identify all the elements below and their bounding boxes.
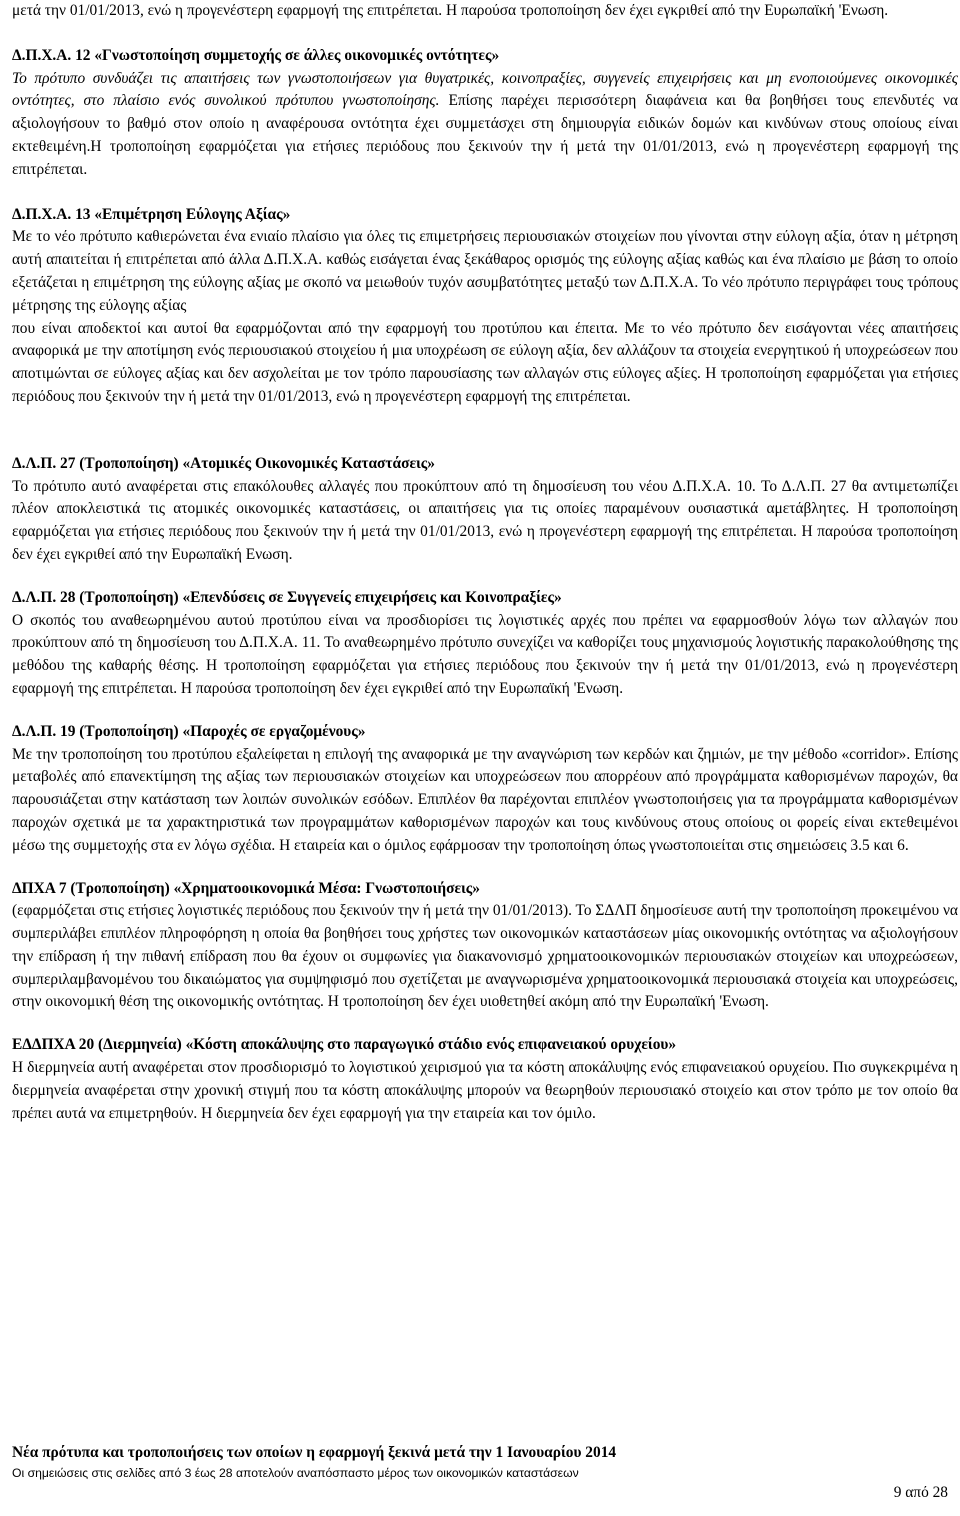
ifrs12-prefix: Δ.Π.Χ.Α. <box>12 46 72 64</box>
section-ifrs7-heading: ΔΠΧΑ 7 (Τροποποίηση) «Χρηματοοικονομικά Μέσα: Γνωστοποιήσεις» <box>12 879 480 897</box>
section-ifric20-body: Η διερμηνεία αυτή αναφέρεται στον προσδιορισμό το λογιστικού χειρισμού για τα κόστη αποκάλυψης ενός επιφανειακού ορυχείου. Πιο συγκεκριμένα η διερμηνεία αναφέρεται στην χρονική στιγμή που τα κόστη αποκάλυψης μπορούν να θεωρηθούν περιουσιακό στοιχείο και στον τρόπο με τον οποίο θα πρέπει αυτά να επιμετρηθούν. Η διερμηνεία δεν έχει εφαρμογή για την εταιρεία και τον όμιλο. <box>12 1059 958 1122</box>
section-ias19-body: Με την τροποποίηση του προτύπου εξαλείφεται η επιλογή της αναφορικά με την αναγνώριση των κερδών και ζημιών, με την μέθοδο «corridor». Επίσης μεταβολές από επανεκτίμηση της αξίας των περιουσιακών στοιχείων και υποχρεώσεων που απορρέουν από προγράμματα καθορισμένων παροχών, θα παρουσιάζεται στην κατάσταση των λοιπών συνολικών εσόδων. Επιπλέον θα παρέχονται επιπλέον γνωστοποιήσεις για τα προγράμματα καθορισμένων παροχών σχετικά με τα χαρακτηριστικά των προγραμμάτων καθορισμένων παροχών και τους κινδύνους στους οποίους οι φορείς είναι εκτεθειμένοι μέσω της συμμετοχής στα εν λόγω σχέδια. Η εταιρεία και ο όμιλος εφάρμοσαν την τροποποίηση όπως γνωστοποιείται στις σημειώσεις 3.5 και 6. <box>12 745 958 854</box>
ifrs12-body-end: Η τροποποίηση εφαρμόζεται για ετήσιες περιόδους που ξεκινούν την ή μετά την 01/01/2013, ενώ η προγενέστερη εφαρμογή της επιτρέπεται. <box>12 137 958 178</box>
ifrs13-title: 13 «Επιμέτρηση Εύλογης Αξίας» <box>75 205 291 223</box>
ifrs12-title: 12 «Γνωστοποίηση συμμετοχής σε άλλες οικονομικές οντότητες» <box>75 46 500 64</box>
section-ifrs13-body-2: που είναι αποδεκτοί και αυτοί θα εφαρμόζονται από την εφαρμογή του προτύπου και έπειτα. Με το νέο πρότυπο δεν εισάγονται νέες απαιτήσεις αναφορικά με την αποτίμηση ενός περιουσιακού στοιχείου ή μια υποχρέωση σε εύλογη αξία, δεν αλλάζουν τα στοιχεία ενεργητικού ή υποχρεώσεων που αποτιμώνται σε εύλογες αξίας και δεν ασχολείται με τον τρόπο παρουσίασης των αλλαγών στις εύλογες αξίες. Η τροποποίηση εφαρμόζεται για ετήσιες περιόδους που ξεκινούν την ή μετά την 01/01/2013, ενώ η προγενέστερη εφαρμογή της επιτρέπεται. <box>12 319 958 405</box>
section-ifrs12-body <box>12 68 958 182</box>
section-ias19-heading: Δ.Λ.Π. 19 (Τροποποίηση) «Παροχές σε εργαζομένους» <box>12 722 366 740</box>
page-number: 9 από 28 <box>893 1484 948 1501</box>
section-ifric20-heading: ΕΔΔΠΧΑ 20 (Διερμηνεία) «Κόστη αποκάλυψης στο παραγωγικό στάδιο ενός επιφανειακού ορυχείου» <box>12 1036 677 1054</box>
footer-heading: Νέα πρότυπα και τροποποιήσεις των οποίων η εφαρμογή ξεκινά μετά την 1 Ιανουαρίου 2014 <box>12 1444 617 1461</box>
intro-paragraph: μετά την 01/01/2013, ενώ η προγενέστερη εφαρμογή της επιτρέπεται. Η παρούσα τροποποίηση δεν έχει εγκριθεί από την Ευρωπαϊκή 'Ενωση. <box>12 2 889 19</box>
section-ifrs13-body-1: Με το νέο πρότυπο καθιερώνεται ένα ενιαίο πλαίσιο για όλες τις επιμετρήσεις περιουσιακών στοιχείων που γίνονται στην εύλογη αξία, όταν η μέτρηση αυτή απαιτείται ή επιτρέπεται από άλλα Δ.Π.Χ.Α. καθώς εισάγεται ένας ξεκάθαρος ορισμός της εύλογης αξίας καθώς και ένα πλαίσιο με βάση το οποίο εξετάζεται η επιμέτρηση της εύλογης αξίας με σκοπό να μειωθούν τυχόν ασυμβατότητες μεταξύ των Δ.Π.Χ.Α. Το νέο πρότυπο περιγράφει τους τρόπους μέτρησης της εύλογης αξίας <box>12 228 958 314</box>
ifrs12-body-italic: Το πρότυπο συνδυάζει τις απαιτήσεις των γνωστοποιήσεων για θυγατρικές, κοινοπραξίες, συγγενείς επιχειρήσεις και μη ενοποιούμενες οικονομικές οντότητες, στο πλαίσιο ενός συνολικού πρότυπου γνωστοποίησης. <box>12 69 958 110</box>
ifrs12-body-rest: Επίσης παρέχει περισσότερη διαφάνεια και θα βοηθήσει τους επενδυτές να αξιολογήσουν το βαθμό στον οποίο η αναφέρουσα οντότητα έχει συμμετάσχει στη δημιουργία ειδικών δομών και κινδύνων στους οποίους είναι εκτεθειμένη. <box>12 92 958 155</box>
section-ifrs13-heading <box>12 204 958 227</box>
page-content <box>12 0 958 1125</box>
section-ifrs7-body: (εφαρμόζεται στις ετήσιες λογιστικές περιόδους που ξεκινούν την ή μετά την 01/01/2013). Το ΣΔΛΠ δημοσίευσε αυτή την τροποποίηση προκειμένου να συμπεριλάβει επιπλέον πληροφόρηση η οποία θα βοηθήσει τους χρήστες των οικονομικών καταστάσεων μίας οικονομικής οντότητας να αξιολογήσουν την επίδραση ή την πιθανή επίδραση που θα έχουν οι συμφωνίες για διακανονισμό χρηματοοικονομικών περιουσιακών στοιχείων και υποχρεώσεων, συμπεριλαμβανομένου του δικαιώματος για συμψηφισμό που σχετίζεται με αναγνωρισμένα χρηματοοικονομικά περιουσιακά στοιχεία και υποχρεώσεις, στην οικονομική θέση της οικονομικής οντότητας. Η τροποποίηση δεν έχει υιοθετηθεί ακόμη από την Ευρωπαϊκή 'Ενωση. <box>12 902 958 1011</box>
section-ias28-heading: Δ.Λ.Π. 28 (Τροποποίηση) «Επενδύσεις σε Συγγενείς επιχειρήσεις και Κοινοπραξίες» <box>12 588 562 606</box>
section-ias27-body: Το πρότυπο αυτό αναφέρεται στις επακόλουθες αλλαγές που προκύπτουν από τη δημοσίευση του νέου Δ.Π.Χ.Α. 10. Το Δ.Λ.Π. 27 θα αντιμετωπίζει πλέον αποκλειστικά τις ατομικές οικονομικές καταστάσεις, οι απαιτήσεις για τις οποίες παραμένουν ουσιαστικά αμετάβλητες. Η τροποποίηση εφαρμόζεται για ετήσιες περιόδους που ξεκινούν την ή μετά την 01/01/2013, ενώ η προγενέστερη εφαρμογή της επιτρέπεται. Η παρούσα τροποποίηση δεν έχει εγκριθεί από την Ευρωπαϊκή Ενωση. <box>12 477 958 563</box>
footer-note: Οι σημειώσεις στις σελίδες από 3 έως 28 αποτελούν αναπόσπαστο μέρος των οικονομικών καταστάσεων <box>12 1466 579 1480</box>
section-ias27-heading: Δ.Λ.Π. 27 (Τροποποίηση) «Ατομικές Οικονομικές Καταστάσεις» <box>12 454 435 472</box>
section-ifrs12-heading <box>12 45 958 68</box>
section-ias28-body: Ο σκοπός του αναθεωρημένου αυτού προτύπου είναι να προσδιορίσει τις λογιστικές αρχές που πρέπει να εφαρμοσθούν λόγω των αλλαγών που προκύπτουν από τη δημοσίευση του Δ.Π.Χ.Α. 11. Το αναθεωρημένο πρότυπο συνεχίζει να καθορίζει τους μηχανισμούς λογιστικής παρακολούθησης της μεθόδου της καθαρής θέσης. Η τροποποίηση εφαρμόζεται για ετήσιες περιόδους που ξεκινούν την ή μετά την 01/01/2013, ενώ η προγενέστερη εφαρμογή της επιτρέπεται. Η παρούσα τροποποίηση δεν έχει εγκριθεί από την Ευρωπαϊκή 'Ενωση. <box>12 611 958 697</box>
ifrs13-prefix: Δ.Π.Χ.Α. <box>12 205 72 223</box>
